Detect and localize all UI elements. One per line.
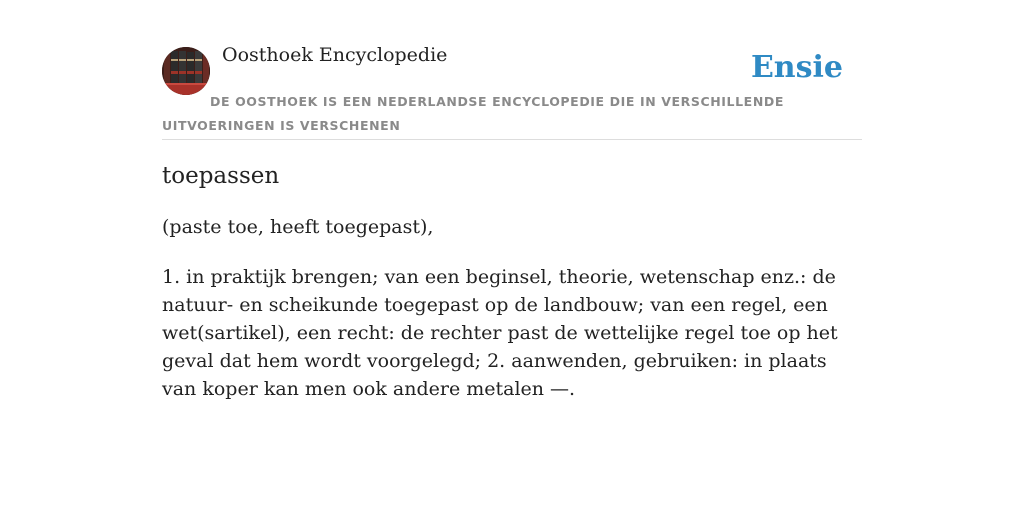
brand-logo[interactable]: Ensie <box>750 50 843 85</box>
entry-term: toepassen <box>162 163 280 189</box>
source-title[interactable]: Oosthoek Encyclopedie <box>222 44 448 66</box>
entry-definition: 1. in praktijk brengen; van een beginsel, theorie, wetenschap enz.: de natuur- en scheikunde toegepast op de landbouw; van een regel, een wet(sartikel), een recht: de rechter past de wettelijke regel toe op het geval dat hem wordt voorgelegd; 2. aanwenden, gebruiken: in plaats van koper kan men ook andere metalen —. <box>162 266 838 400</box>
divider <box>162 139 862 140</box>
encyclopedia-books-icon[interactable] <box>162 47 210 95</box>
entry-grammar: (paste toe, heeft toegepast), <box>162 216 434 238</box>
source-description: DE OOSTHOEK IS EEN NEDERLANDSE ENCYCLOPEDIE DIE IN VERSCHILLENDE UITVOERINGEN IS VERSCHENEN <box>162 94 784 133</box>
